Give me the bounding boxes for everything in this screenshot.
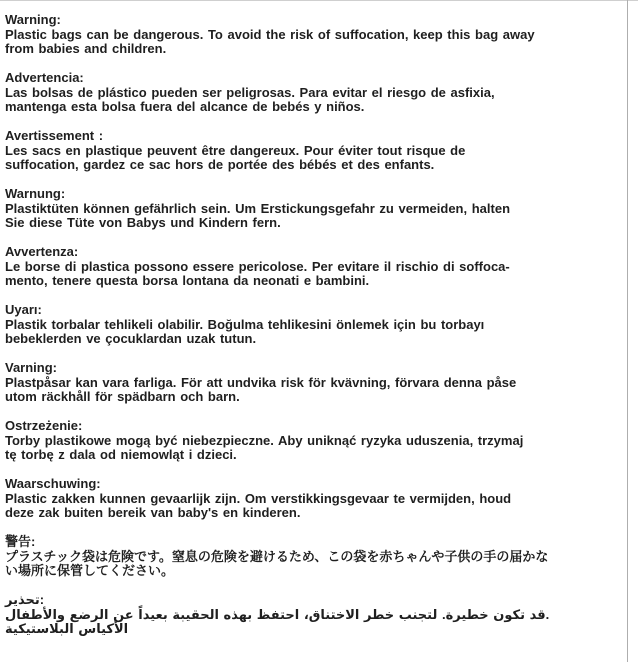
warning-body-line: Sie diese Tüte von Babys und Kindern fern.	[5, 215, 281, 230]
warning-heading-ar: تحذير:	[5, 592, 45, 607]
warning-section-pl	[5, 419, 620, 463]
warning-section-nl	[5, 477, 620, 521]
warning-section-fr	[5, 129, 620, 173]
warning-body-line: mento, tenere questa borsa lontana da neonati e bambini.	[5, 273, 370, 288]
warning-heading-tr: Uyarı:	[5, 302, 42, 317]
warning-section-sv	[5, 361, 620, 405]
warning-heading-it: Avvertenza:	[5, 244, 79, 259]
warning-body-line: い場所に保管してください。	[5, 563, 175, 578]
warning-heading-nl: Waarschuwing:	[5, 476, 101, 491]
warning-body-line: Plastik torbalar tehlikeli olabilir. Boğulma tehlikesini önlemek için bu torbayı	[5, 316, 485, 332]
warning-body-line: プラスチック袋は危険です。窒息の危険を避けるため、この袋を赤ちゃんや子供の手の届かな	[5, 548, 549, 564]
warning-body-line: mantenga esta bolsa fuera del alcance de bebés y niños.	[5, 99, 365, 114]
warning-body-line: bebeklerden ve çocuklardan uzak tutun.	[5, 331, 257, 346]
label-right-edge-line	[627, 0, 628, 662]
warning-body-line: Plastiktüten können gefährlich sein. Um Erstickungsgefahr zu vermeiden, halten	[5, 200, 511, 216]
warning-body-line: Le borse di plastica possono essere pericolose. Per evitare il rischio di soffoca-	[5, 258, 510, 274]
warning-section-de	[5, 187, 620, 231]
warning-heading-pl: Ostrzeżenie:	[5, 418, 83, 433]
warning-body-line: Plastpåsar kan vara farliga. För att undvika risk för kvävning, förvara denna påse	[5, 374, 517, 390]
warning-heading-es: Advertencia:	[5, 70, 84, 85]
warning-heading-ja: 警告:	[5, 534, 36, 549]
warning-section-en	[5, 13, 620, 57]
warning-body-line: Plastic zakken kunnen gevaarlijk zijn. Om verstikkingsgevaar te vermijden, houd	[5, 490, 512, 506]
warning-section-it	[5, 245, 620, 289]
warning-heading-de: Warnung:	[5, 186, 66, 201]
warning-body-line: قد تكون خطيرة. لتجنب خطر الاختناق، احتفظ بهذه الحقيبة بعيداً عن الرضع والأطفال.	[5, 606, 550, 622]
warning-section-ar	[5, 593, 620, 637]
warning-body-line: الأكياس البلاستيكية	[5, 621, 129, 636]
warning-body-line: Las bolsas de plástico pueden ser peligrosas. Para evitar el riesgo de asfixia,	[5, 84, 495, 100]
warning-body-line: Plastic bags can be dangerous. To avoid the risk of suffocation, keep this bag away	[5, 26, 535, 42]
warning-section-es	[5, 71, 620, 115]
warning-body-line: from babies and children.	[5, 41, 167, 56]
warning-heading-en: Warning:	[5, 12, 61, 27]
warning-body-line: Les sacs en plastique peuvent être dangereux. Pour éviter tout risque de	[5, 142, 466, 158]
warning-section-tr	[5, 303, 620, 347]
warning-body-line: deze zak buiten bereik van baby's en kinderen.	[5, 505, 301, 520]
warning-heading-sv: Varning:	[5, 360, 58, 375]
warning-section-ja	[5, 535, 620, 579]
warning-body-line: utom räckhåll för spädbarn och barn.	[5, 389, 240, 404]
warning-text-block	[5, 13, 620, 651]
warning-body-line: Torby plastikowe mogą być niebezpieczne. Aby uniknąć ryzyka uduszenia, trzymaj	[5, 432, 524, 448]
warning-body-line: tę torbę z dala od niemowląt i dzieci.	[5, 447, 237, 462]
label-top-edge-line	[0, 0, 638, 1]
warning-body-line: suffocation, gardez ce sac hors de portée des bébés et des enfants.	[5, 157, 435, 172]
warning-heading-fr: Avertissement :	[5, 128, 104, 143]
